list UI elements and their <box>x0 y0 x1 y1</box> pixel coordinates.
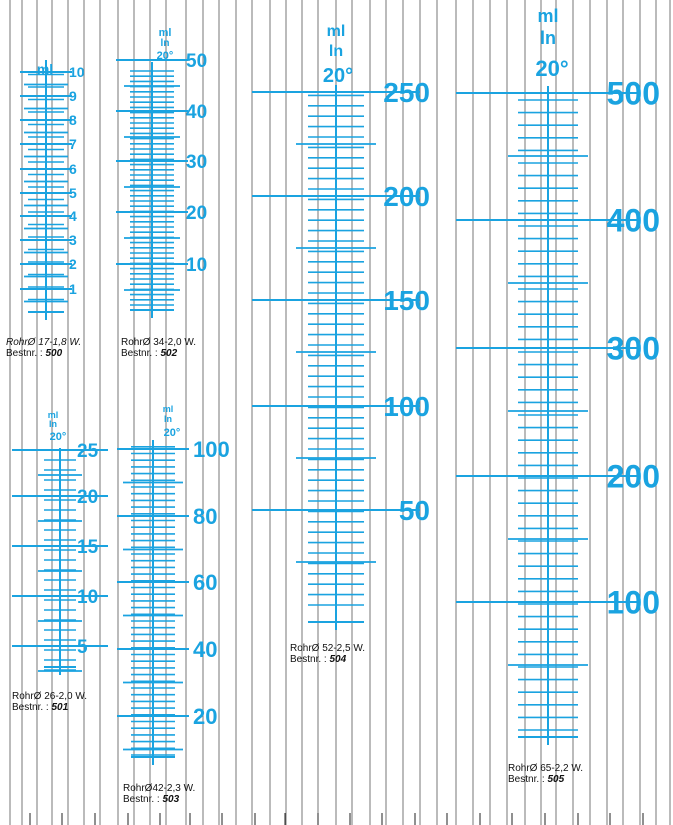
tick-label: 8 <box>69 112 77 129</box>
order-no-501: 501 <box>51 702 69 713</box>
unit-ml-label: ml <box>36 61 54 77</box>
tick-label: 9 <box>69 88 77 105</box>
tick-label: 10 <box>69 64 85 81</box>
unit-ml-label: ml <box>47 410 59 420</box>
unit-ml-label: ml <box>158 27 172 39</box>
unit-ln-label: ln <box>49 419 57 429</box>
order-no-500: 500 <box>45 348 63 359</box>
tick-label: 100 <box>606 584 660 621</box>
tick-label: 300 <box>606 330 660 367</box>
tick-label: 10 <box>77 586 99 608</box>
tick-label: 20 <box>193 703 218 729</box>
tick-label: 25 <box>77 440 99 462</box>
tick-label: 400 <box>606 202 660 239</box>
order-label-504: Bestnr. : <box>290 654 327 665</box>
tick-label: 50 <box>186 50 208 72</box>
tick-label: 10 <box>186 254 208 276</box>
unit-ln-label: ln <box>328 43 344 60</box>
tick-label: 2 <box>69 256 77 273</box>
tick-label: 1 <box>69 281 77 298</box>
order-no-504: 504 <box>329 654 347 665</box>
caption-501 <box>12 691 87 713</box>
temperature-label: 20° <box>156 50 174 62</box>
tick-label: 80 <box>193 503 218 529</box>
caption-503 <box>123 783 195 805</box>
tick-label: 200 <box>606 458 660 495</box>
unit-ln-label: ln <box>164 414 172 424</box>
tick-label: 100 <box>193 436 230 462</box>
tube-spec-504: RohrØ 52-2,5 W. <box>290 643 366 654</box>
tick-label: 200 <box>383 181 430 213</box>
tick-label: 100 <box>383 391 430 423</box>
tube-spec-502: RohrØ 34-2,0 W. <box>121 337 197 348</box>
tube-spec-505: RohrØ 65-2,2 W. <box>508 763 584 774</box>
cut-guide-lines <box>10 0 670 825</box>
caption-504 <box>290 643 365 665</box>
order-no-503: 503 <box>162 794 180 805</box>
unit-ml-label: ml <box>326 23 346 40</box>
scale-505 <box>456 6 660 745</box>
tick-label: 60 <box>193 569 218 595</box>
tick-label: 250 <box>383 77 430 109</box>
unit-ln-label: ln <box>160 38 170 49</box>
tick-label: 6 <box>69 161 77 178</box>
order-label-505: Bestnr. : <box>508 774 545 785</box>
unit-ml-label: ml <box>537 6 559 26</box>
temperature-label: 20° <box>49 431 67 443</box>
tick-label: 5 <box>69 185 77 202</box>
temperature-label: 20° <box>163 427 181 439</box>
unit-ln-label: ln <box>540 28 556 48</box>
tick-label: 500 <box>606 75 660 112</box>
tick-label: 20 <box>77 486 99 508</box>
tick-label: 20 <box>186 202 208 224</box>
tick-label: 150 <box>383 285 430 317</box>
tick-label: 3 <box>69 232 77 249</box>
tick-label: 30 <box>186 151 208 173</box>
order-no-502: 502 <box>160 348 178 359</box>
scale-501 <box>12 410 108 675</box>
unit-ml-label: ml <box>162 404 174 414</box>
tube-spec-501: RohrØ 26-2,0 W. <box>12 691 88 702</box>
order-label-502: Bestnr. : <box>121 348 158 359</box>
tick-label: 40 <box>193 636 218 662</box>
caption-502 <box>121 337 196 359</box>
order-no-505: 505 <box>547 774 565 785</box>
tick-label: 40 <box>186 101 208 123</box>
order-label-503: Bestnr. : <box>123 794 160 805</box>
tick-label: 7 <box>69 136 77 153</box>
scale-502 <box>116 27 207 318</box>
tube-spec-503: RohrØ42-2,3 W. <box>123 783 196 794</box>
caption-505 <box>508 763 583 785</box>
tick-label: 4 <box>69 208 77 225</box>
order-label-501: Bestnr. : <box>12 702 49 713</box>
tube-spec-500: RohrØ 17-1,8 W. <box>6 337 82 348</box>
order-label-500: Bestnr. : <box>6 348 43 359</box>
temperature-label: 20° <box>322 65 354 87</box>
tick-label: 15 <box>77 536 99 558</box>
caption-500 <box>6 337 81 359</box>
tick-label: 5 <box>77 636 88 658</box>
temperature-label: 20° <box>535 56 569 81</box>
tick-label: 50 <box>398 495 430 527</box>
